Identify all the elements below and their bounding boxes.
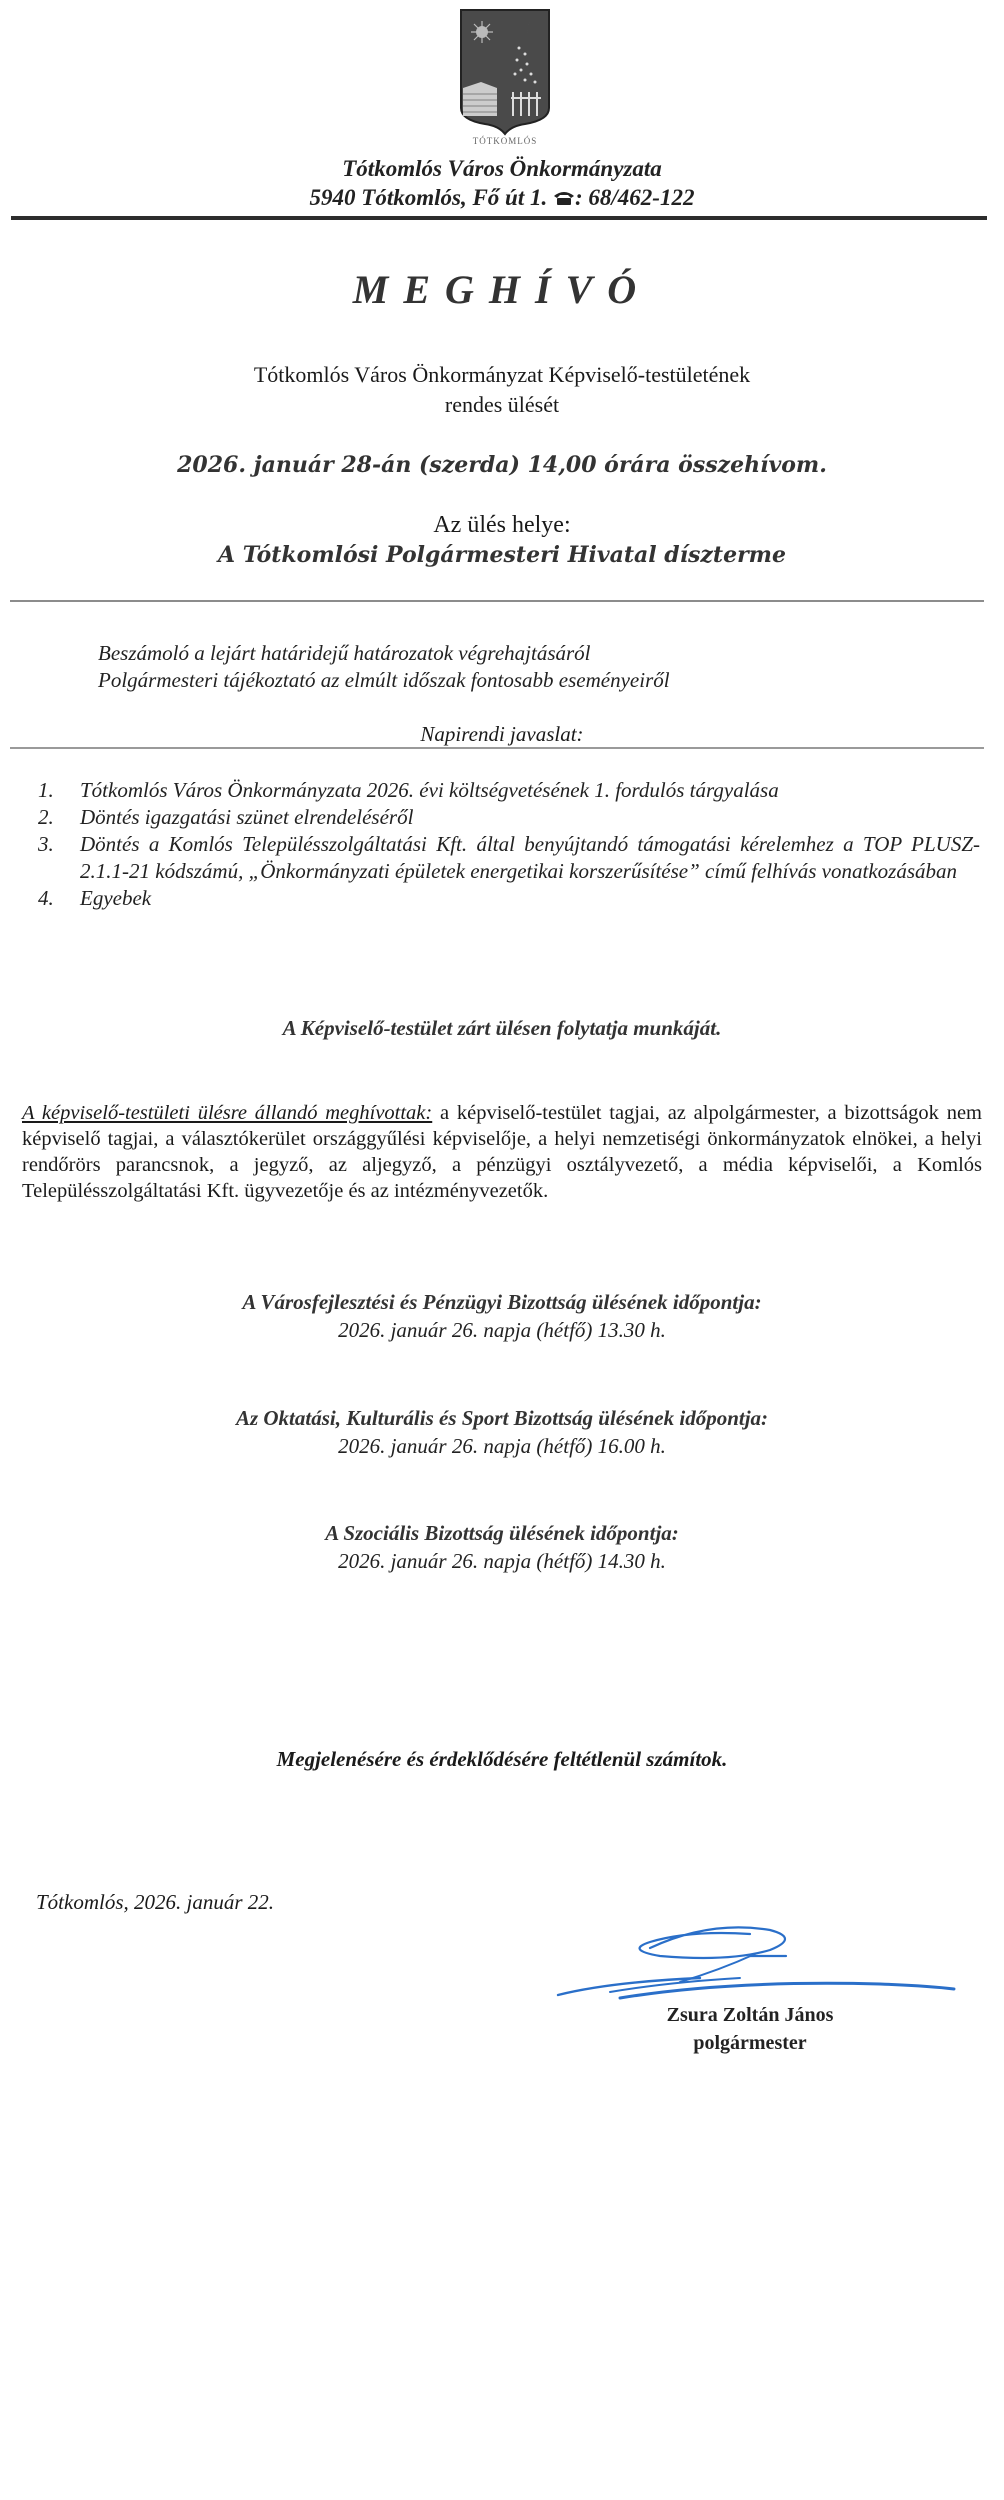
header-divider (11, 216, 987, 220)
closing-line: Megjelenésére és érdeklődésére feltétlenül számítok. (276, 1747, 728, 1771)
agenda-item (38, 831, 980, 885)
handwritten-signature (550, 1920, 980, 2015)
invited-text: a képviselő-testület tagjai, az alpolgármester, a bizottságok nem képviselő tagjai, a választókerület országgyűlési képviselője, a helyi nemzetiségi önkormányzatok elnökei, a helyi rendőrörs parancsnok, a jegyző, az aljegyző, a pénzügyi osztályvezető, a média képviselői, a Komlós Településszolgáltatási Kft. ügyvezetője és az intézményvezetők. (22, 1102, 982, 1202)
agenda-item-text: Döntés a Komlós Településszolgáltatási Kft. által benyújtandó támogatási kérelemhez a TOP PLUSZ-2.1.1-21 kódszámú, „Önkormányzati épületek energetikai korszerűsítése” című felhívás vonatkozásában (80, 832, 980, 883)
invited-lead: A képviselő-testületi ülésre állandó meghívottak: (22, 1102, 433, 1124)
committee-time: 2026. január 26. napja (hétfő) 16.00 h. (338, 1434, 666, 1458)
committee-title: A Városfejlesztési és Pénzügyi Bizottság ülésének időpontja: (242, 1290, 762, 1314)
committee-time: 2026. január 26. napja (hétfő) 14.30 h. (338, 1549, 666, 1573)
intro-line-2: rendes ülését (444, 392, 560, 417)
agenda-label: Napirendi javaslat: (420, 722, 584, 746)
signer-name: Zsura Zoltán János (666, 2004, 834, 2026)
signer-role: polgármester (693, 2032, 807, 2054)
venue-place: A Tótkomlósi Polgármesteri Hivatal díszterme (218, 542, 786, 568)
meeting-datetime: 2026. január 28-án (szerda) 14,00 órára összehívom. (177, 452, 827, 478)
preliminary-item: Beszámoló a lejárt határidejű határozatok végrehajtásáról (98, 641, 591, 665)
agenda-item-number: 1. (38, 778, 54, 802)
preliminary-item: Polgármesteri tájékoztató az elmúlt időszak fontosabb eseményeiről (98, 668, 670, 692)
invited-paragraph (22, 1100, 982, 1204)
closed-session-note: A Képviselő-testület zárt ülésen folytatja munkáját. (282, 1016, 722, 1040)
agenda-item-number: 4. (38, 886, 54, 910)
agenda-item-text: Egyebek (80, 886, 152, 910)
telephone-icon (553, 186, 575, 202)
organization-address-line (0, 185, 1004, 211)
committee-title: A Szociális Bizottság ülésének időpontja: (325, 1521, 679, 1545)
agenda-list (38, 777, 980, 912)
crest-caption: TÓTKOMLÓS (472, 136, 538, 146)
place-and-date: Tótkomlós, 2026. január 22. (36, 1890, 275, 1914)
intro-line-1: Tótkomlós Város Önkormányzat Képviselő-testületének (253, 362, 751, 387)
committee-title: Az Oktatási, Kulturális és Sport Bizottság ülésének időpontja: (235, 1406, 769, 1430)
venue-label: Az ülés helye: (433, 512, 571, 538)
document-title: MEGHÍVÓ (352, 267, 652, 312)
agenda-item-number: 3. (38, 832, 54, 856)
agenda-item-text: Döntés igazgatási szünet elrendeléséről (80, 805, 414, 829)
agenda-item-number: 2. (38, 805, 54, 829)
agenda-divider (10, 747, 984, 749)
organization-name: Tótkomlós Város Önkormányzata (342, 156, 662, 181)
agenda-item-text: Tótkomlós Város Önkormányzata 2026. évi költségvetésének 1. fordulós tárgyalása (80, 778, 779, 802)
organization-address: 5940 Tótkomlós, Fő út 1. (309, 185, 548, 210)
agenda-item (38, 777, 980, 804)
municipal-crest-logo (455, 8, 555, 138)
agenda-item (38, 804, 980, 831)
committee-time: 2026. január 26. napja (hétfő) 13.30 h. (338, 1318, 666, 1342)
section-divider (10, 600, 984, 602)
organization-phone: : 68/462-122 (574, 185, 695, 210)
agenda-item (38, 885, 980, 912)
